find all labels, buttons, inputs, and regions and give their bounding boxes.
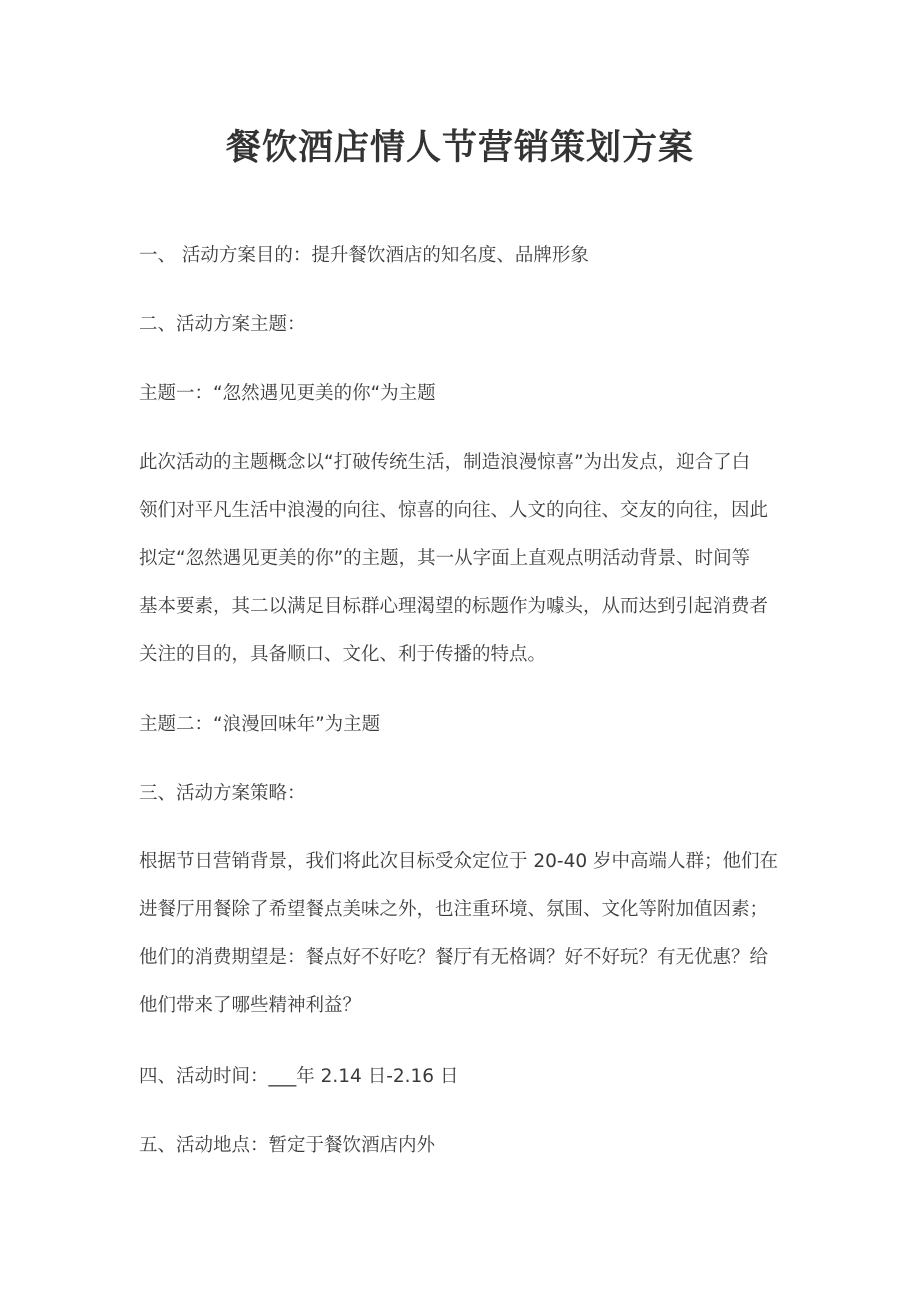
paragraph-time (139, 1053, 779, 1101)
text-line: 基本要素，其二以满足目标群心理渴望的标题作为噱头，从而达到引起消费者 (139, 596, 769, 617)
text-line: 主题一：“忽然遇见更美的你“为主题 (139, 383, 436, 404)
text-line: 主题二：“浪漫回味年”为主题 (139, 714, 381, 735)
text-line: 拟定“忽然遇见更美的你”的主题，其一从字面上直观点明活动背景、时间等 (139, 548, 751, 569)
text-line: 他们的消费期望是：餐点好不好吃？餐厅有无格调？好不好玩？有无优惠？给 (139, 947, 769, 968)
paragraph-theme-one (139, 370, 779, 418)
text-line: 此次活动的主题概念以“打破传统生活，制造浪漫惊喜”为出发点，迎合了白 (139, 452, 751, 473)
paragraph-theme-two (139, 701, 779, 749)
text-line: 一、 活动方案目的：提升餐饮酒店的知名度、品牌形象 (139, 245, 589, 266)
text-line: 二、活动方案主题： (139, 314, 306, 335)
paragraph-theme-concept (139, 439, 779, 679)
paragraph-strategy-heading (139, 770, 779, 818)
text-line: 进餐厅用餐除了希望餐点美味之外，也注重环境、氛围、文化等附加值因素； (139, 899, 769, 920)
text-line: 根据节日营销背景，我们将此次目标受众定位于 20-40 岁中高端人群；他们在 (139, 851, 779, 872)
paragraph-purpose (139, 232, 779, 280)
text-line: 五、活动地点：暂定于餐饮酒店内外 (139, 1135, 436, 1156)
paragraph-strategy (139, 838, 779, 1030)
text-line: 四、活动时间：___年 2.14 日-2.16 日 (139, 1066, 459, 1087)
document-title: 餐饮酒店情人节营销策划方案 (225, 128, 694, 168)
text-line: 三、活动方案策略： (139, 783, 306, 804)
paragraph-location (139, 1122, 779, 1170)
paragraph-theme-heading (139, 301, 779, 349)
text-line: 关注的目的，具备顺口、文化、利于传播的特点。 (139, 644, 547, 665)
text-line: 他们带来了哪些精神利益？ (139, 995, 362, 1016)
text-line: 领们对平凡生活中浪漫的向往、惊喜的向往、人文的向往、交友的向往，因此 (139, 500, 769, 521)
